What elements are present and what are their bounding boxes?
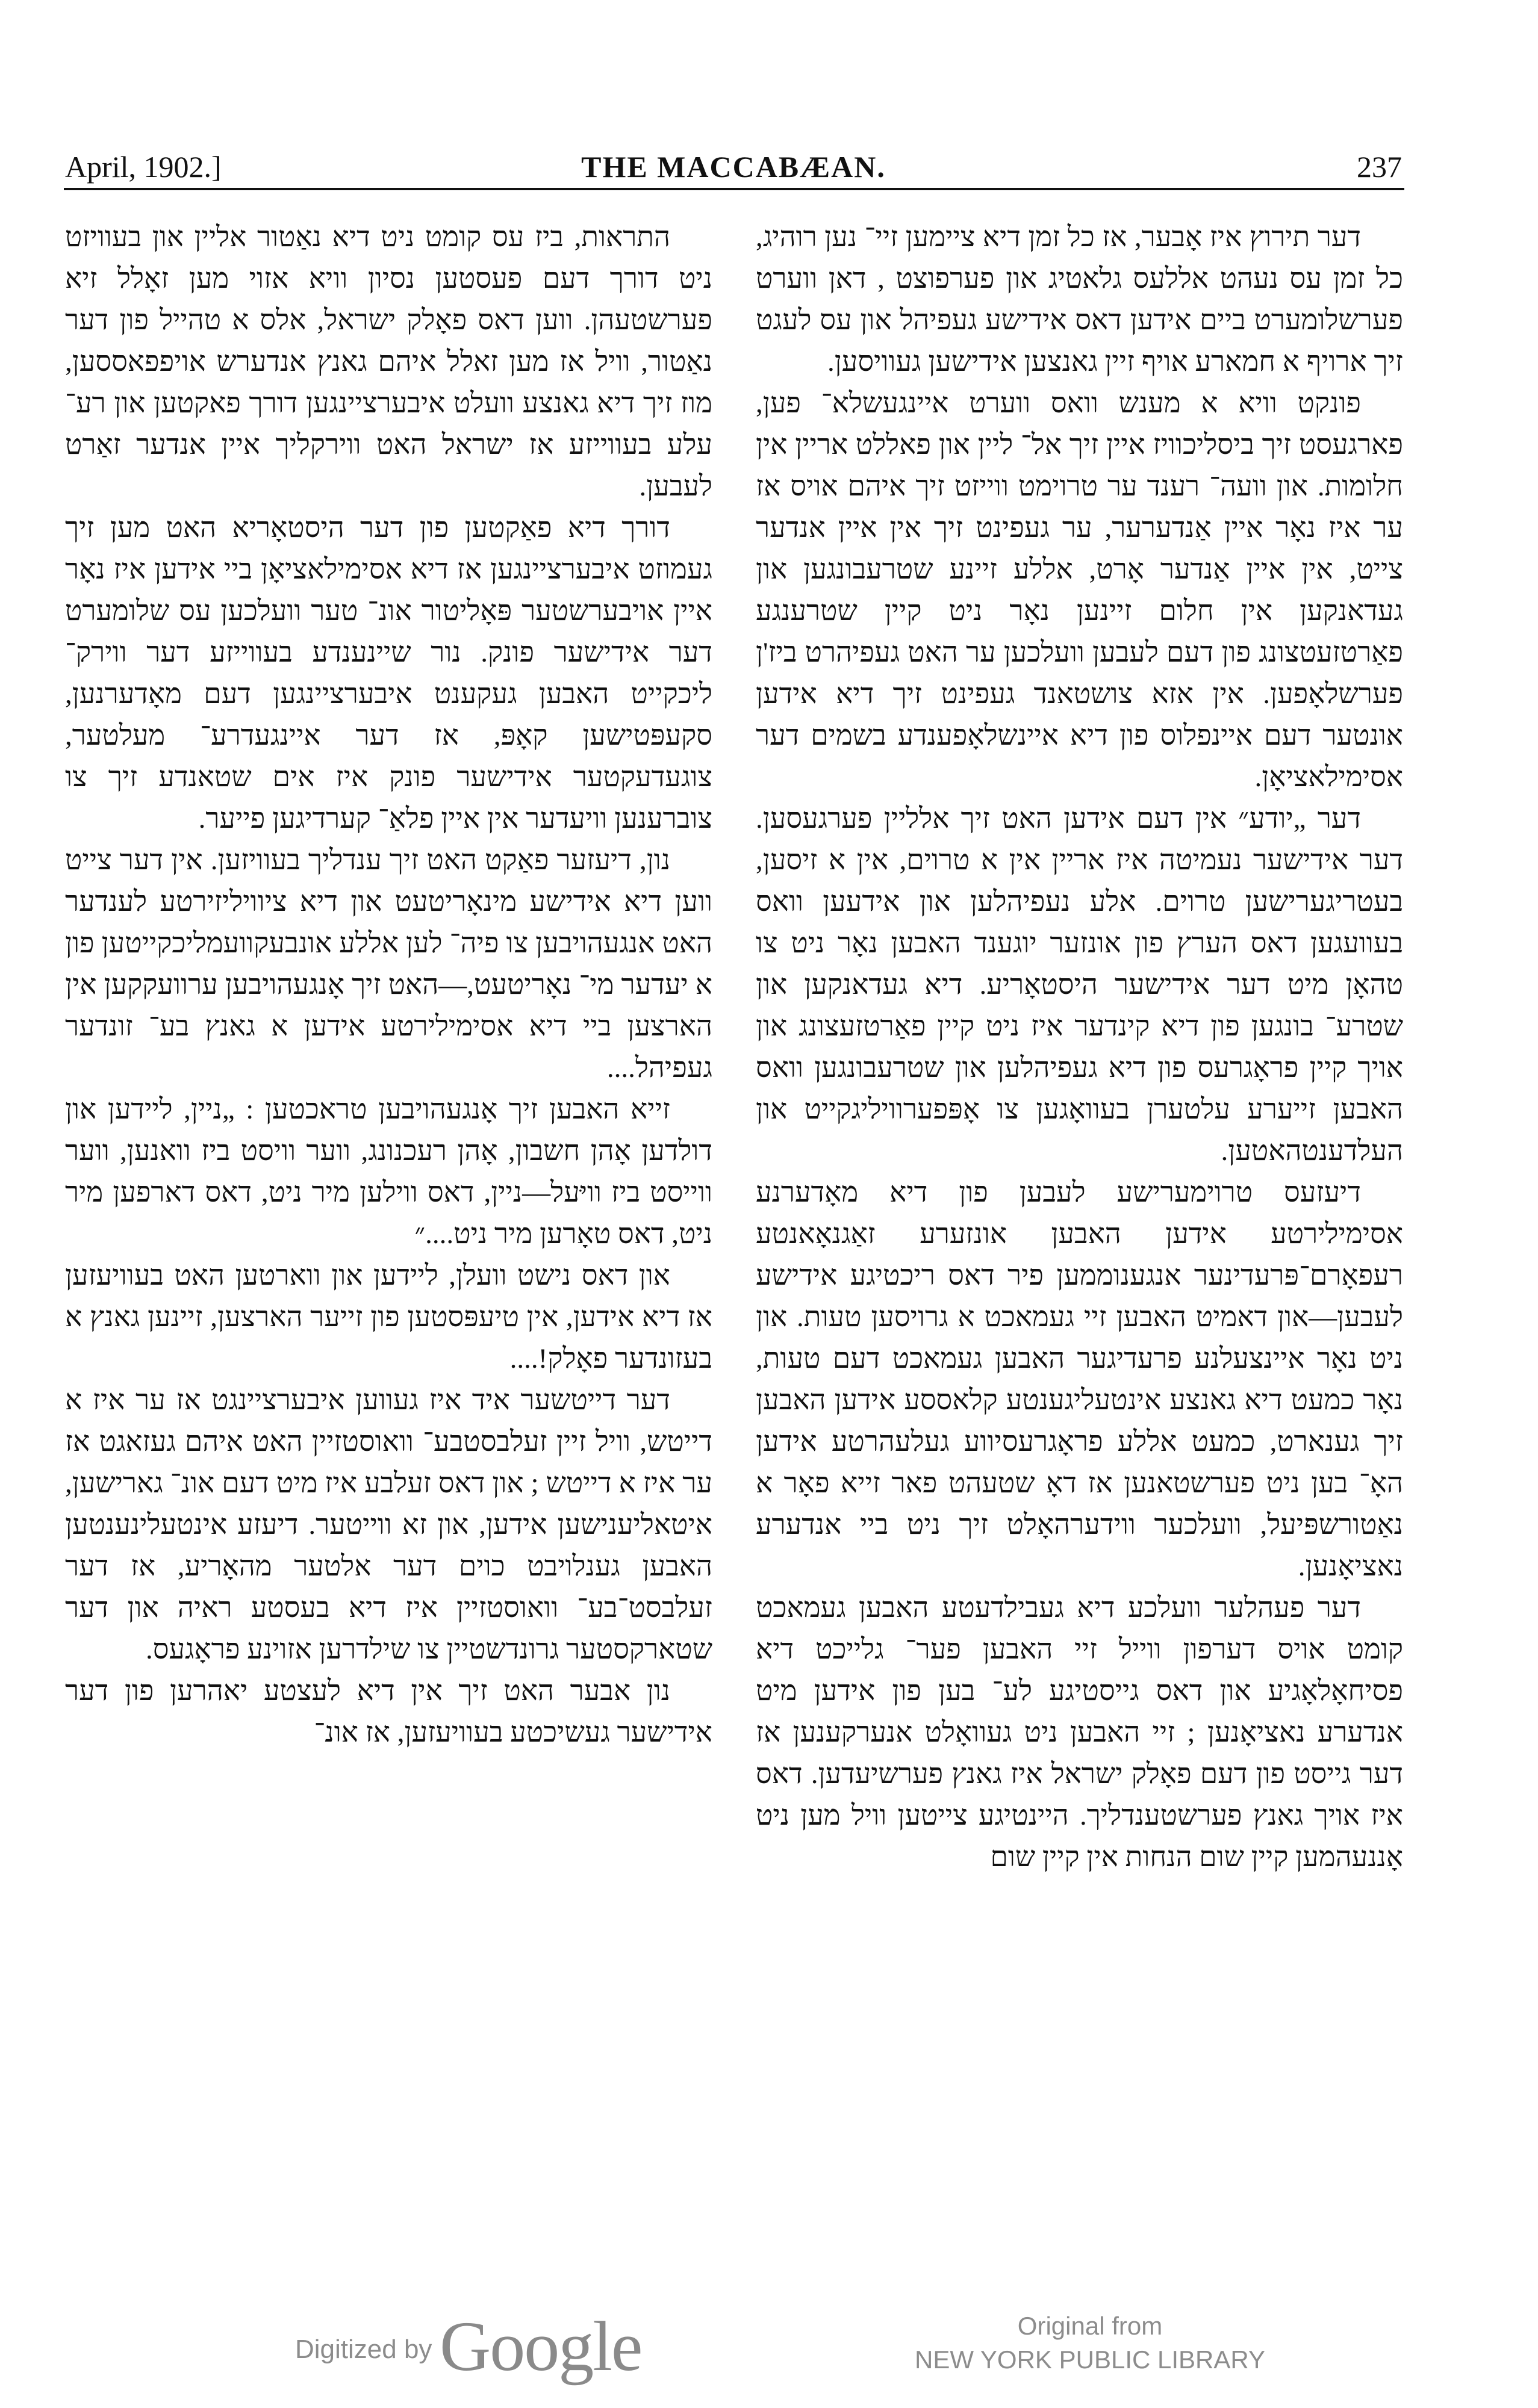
paragraph: דער דייטשער איד איז געווען איבערציינגט אז ער איז א דייטש, וויל זיין זעלבסטבע־ וואוסטזיין האט איהם געזאגט אז ער איז א דייטש ; און דאס זעלבע איז מיט דעם אונ־ גארישען, איטאליענישען אידען, און זא ווייטער. דיעזע אינטעלינענטען האבען גענלויבט כוים דער אלטער מהאָריע, אז דער זעלבסט־בע־ וואוסטזיין איז דיא בעסטע ראיה און דער שטארקסטער גרונדשטיין צו שילדרען אזוינע פראָגעס. — [65, 1385, 712, 1665]
paragraph: זייא האבען זיך אָנגעהויבען טראכטען : „ניין, ליידען און דולדען אָהן חשבון, אָהן רעכנונג, ווער וויסט ביז וואנען, ווער ווייסט ביז וויּעל—ניין, דאס ווילען מיר ניט, דאס דארפען מיר ניט, דאס טאָרען מיר ניט....״ — [65, 1094, 712, 1250]
header-rule — [64, 188, 1404, 190]
library-name: NEW YORK PUBLIC LIBRARY — [915, 2345, 1265, 2374]
original-from-label: Original from — [1017, 2312, 1163, 2340]
paragraph: דורך דיא פאַקטען פון דער היסטאָריא האט מען זיך געמוזט איבערציינגען אז דיא אסימילאציאָן ביי אידען איז נאָר איין אויבערשטער פּאָליטור אונ־ טער וועלכען עס שלומערט דער אידישער פונק. נור שיינענדע בעווייזע דער ווירק־ ליכקייט האבען געקענט איבערציינגען דעם מאָדערנען, סקעפּטישען קאָפּ, אז דער איינגעדרע־ מעלטער, צוגעדעקטער אידישער פונק איז אים שטאנדע זיך צו צוברענען וויעדער אין איין פלאַ־ קערדיגען פייער. — [65, 512, 712, 834]
right-column — [756, 217, 1403, 2245]
paragraph: פונקט וויא א מענש וואס ווערט איינגעשלא־ פען, פארגעסט זיך ביסליכוויז איין זיך אל־ ליין און פאללט אריין אין חלומות. און וועה־ רענד ער טרוימט ווייזט זיך איהם אויס אז ער איז נאָר איין אַנדערער, ער געפינט זיך אין איין אנדער צייט, אין איין אַנדער אָרט, אללע זיינע שטרעבונגען און געדאנקען אין חלום זיינען נאָר ניט קיין שטרענגע פאַרטזעטצונג פון דעם לעבען וועלכען ער האט געפיהרט ביז'ן פערשלאָפען. אין אזא צושטאנד געפינט זיך דיא אידען אונטער דעם איינפלוס פון דיא איינשלאָפענדע בשמים דער אסימילאציאָן. — [756, 388, 1403, 793]
paragraph: דער „יודע״ אין דעם אידען האט זיך אלליין פערגעסען. דער אידישער נעמיטה איז אריין אין א טרוים, אין א זיסען, בעטריגערישען טרוים. אלע נעפיהלען און אידעען וואס בעוועגען דאס הערץ פון אונזער יוגענד האבען נאָר ניט צו טהאָן מיט דער אידישער היסטאָריע. דיא געדאנקען און שטרע־ בונגען פון דיא קינדער איז ניט קיין פאַרטזעצונג און אויך קיין פראָגרעס פון דיא געפיהלען און שטרעבונגען וואס האבען זייערע עלטערן בעוואָגען צו אָפּפערוויליגקייט און העלדענטהאטען. — [756, 803, 1403, 1167]
paragraph: נון, דיעזער פאַקט האט זיך ענדליך בעוויזען. אין דער צייט ווען דיא אידישע מינאָריטעט און דיא ציוויליזירטע לענדער האט אנגעהויבען צו פיה־ לען אללע אונבעקוועמליכקייטען פון א יעדער מי־ נאָריטעט,—האט זיך אָנגעהויבען ערוועקקען אין הארצען ביי דיא אסימילירטע אידען א גאנץ בע־ זונדער געפיהל.... — [65, 845, 712, 1084]
paragraph: דיעזעס טרוימערישע לעבען פון דיא מאָדערנע אסימילירטע אידען האבען אונזערע זאַגנאָאנטע רעפאָרם־פּרעדינער אנגענוממען פיר דאס ריכטיגע אידישע לעבען—און דאמיט האבען זיי געמאכט א גרויסען טעות. און ניט נאָר איינצעלנע פרעדיגער האבען געמאכט דעם טעות, נאָר כמעט דיא גאנצע אינטעליגענטע קלאססע אידען האבען זיך גענארט, כמעט אללע פראָגרעסיווע געלעהרטע אידען האָ־ בען ניט פערשטאנען אז דאָ שטעהט פאר זייא פאָר א נאַטורשפּיעל, וועלכער ווידערהאָלט זיך ניט ביי אנדערע נאציאָנען. — [756, 1177, 1403, 1582]
running-header — [65, 149, 1402, 191]
library-credit — [897, 2309, 1283, 2377]
paragraph: התראות, ביז עס קומט ניט דיא נאַטור אליין און בעוויזט ניט דורך דעם פעסטען נסיון וויא אזוי מען זאָלל זיא פערשטעהן. ווען דאס פאָלק ישראל, אלס א טהייל פון דער נאַטור, וויל אז מען זאלל איהם גאנץ אנדערש אויפפאססען, מוז זיך דיא גאנצע וועלט איבערציינגען דורך פאקטען און רע־ עלע בעווייזע אז ישראל האט ווירקליך איין אנדער זאַרט לעבען. — [65, 222, 712, 502]
paragraph: נון אבער האט זיך אין דיא לעצטע יאהרען פון דער אידישער געשיכטע בעוויעזען, אז אונ־ — [65, 1675, 712, 1748]
left-column — [65, 217, 712, 2245]
journal-title: THE MACCABÆAN. — [581, 150, 886, 184]
digitized-by-label: Digitized by — [295, 2335, 432, 2364]
paragraph: דער תירוץ איז אָבער, אז כל זמן דיא ציימען זיי־ נען רוהיג, כל זמן עס נעהט אללעס גלאטיג און פערפוצט , דאן ווערט פערשלומערט ביים אידען דאס אידישע געפיהל און עס לעגט זיך ארויף א חמארע אויף זיין גאנצען אידישען געוויסען. — [756, 222, 1403, 377]
paragraph: דער פעהלער וועלכע דיא געבילדעטע האבען געמאכט קומט אויס דערפון ווייל זיי האבען פער־ גלייכט דיא פסיחאָלאָגיע און דאס גייסטיגע לע־ בען פון אידען מיט אנדערע נאציאָנען ; זיי האבען ניט געוואָלט אנערקענען אז דער גייסט פון דעם פאָלק ישראל איז גאנץ פערשיעדען. דאס איז אויך גאנץ פערשטענדליך. היינטיגע צייטען וויל מען ניט אָננעהמען קיין שום הנחות אין קיין שום — [756, 1592, 1403, 1873]
page-number: 237 — [1357, 150, 1402, 184]
google-logo: Google — [440, 2307, 642, 2386]
digitization-footer — [0, 2306, 1538, 2390]
paragraph: און דאס נישט וועלן, ליידען און ווארטען האט בעוויעזען אז דיא אידען, אין טיעפּסטען פון זייער הארצען, זיינען גאנץ א בעזונדער פאָלק!.... — [65, 1260, 712, 1374]
issue-date: April, 1902.] — [65, 150, 222, 184]
